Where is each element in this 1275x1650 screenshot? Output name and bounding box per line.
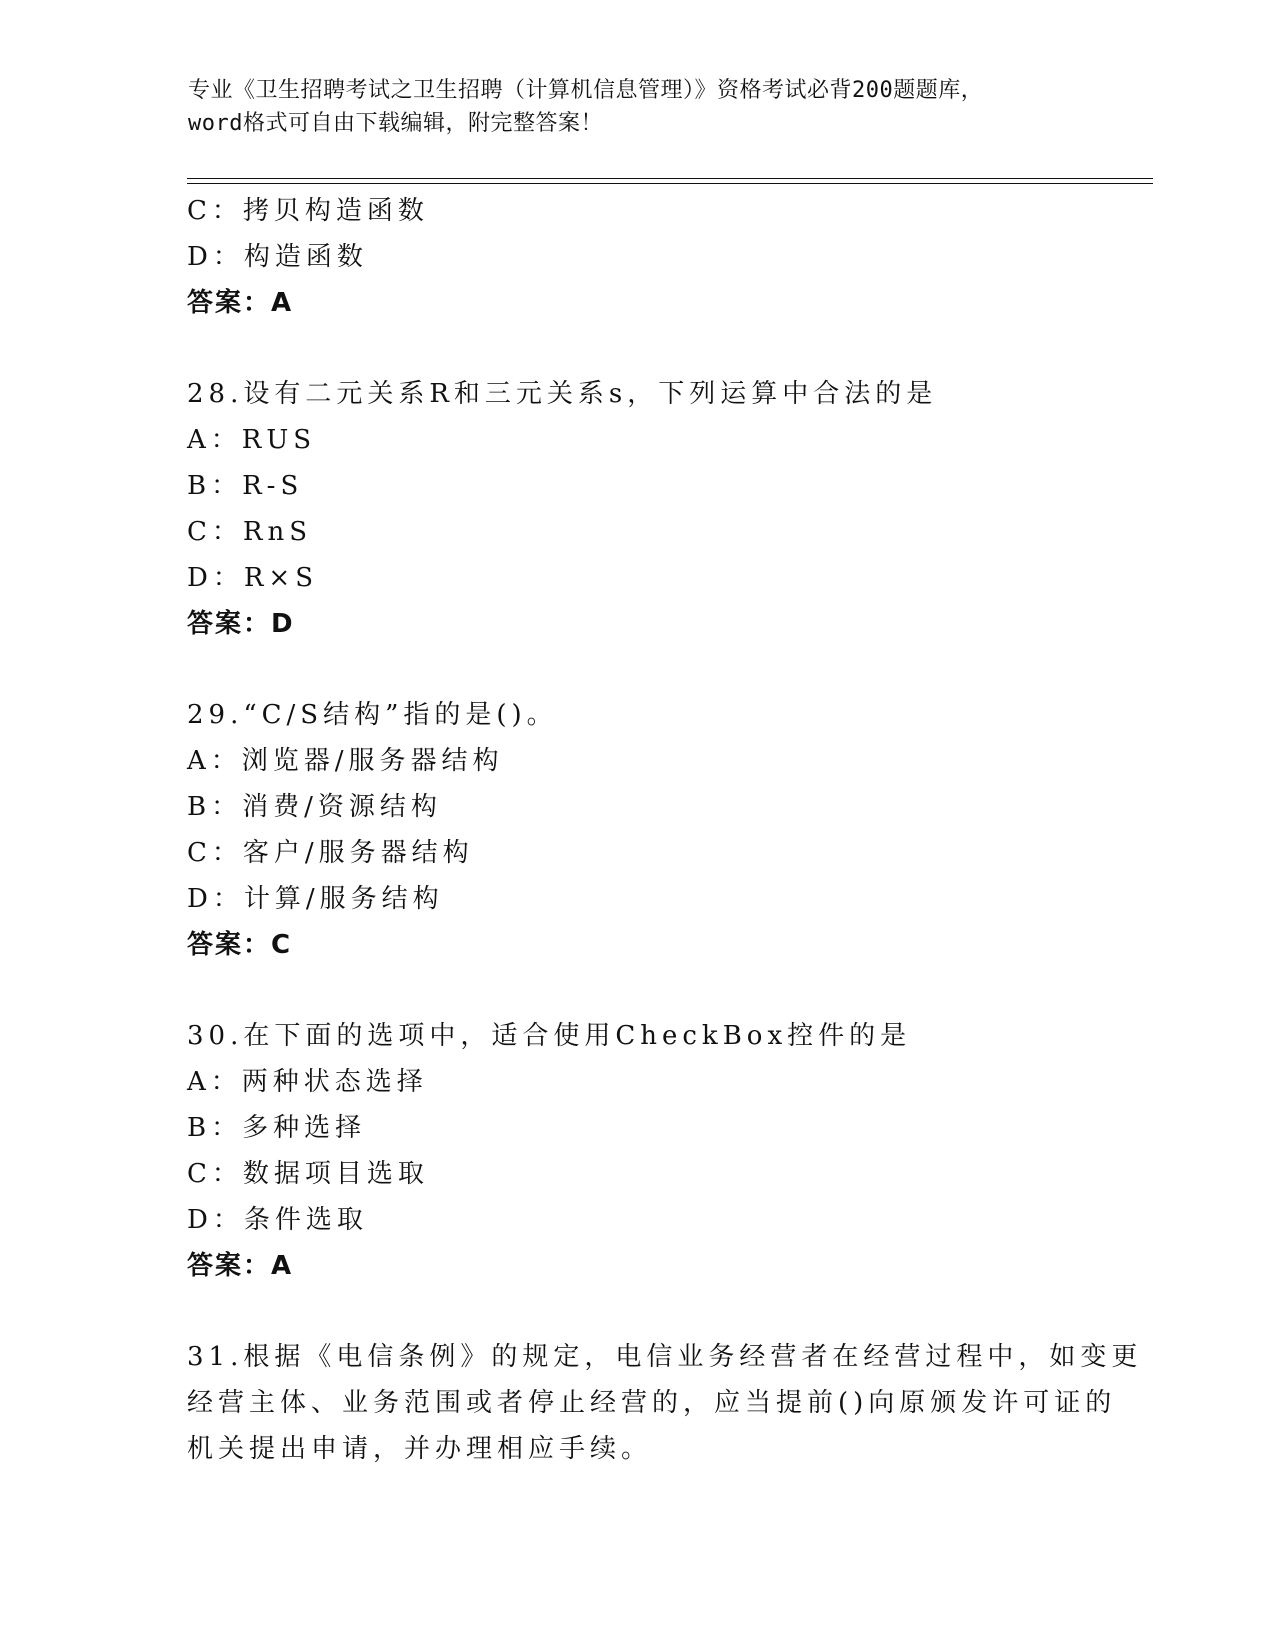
option-b: B：多种选择 <box>187 1113 367 1143</box>
page-header <box>188 74 1088 140</box>
option-d: D：计算/服务结构 <box>187 884 444 914</box>
option-c: C：客户/服务器结构 <box>187 838 474 868</box>
option-a: A：两种状态选择 <box>187 1067 428 1097</box>
question-30 <box>187 1013 1087 1289</box>
question-stem-line-1: 31.根据《电信条例》的规定，电信业务经营者在经营过程中，如变更 <box>187 1342 1143 1372</box>
answer-line: 答案：D <box>187 609 295 639</box>
option-d: D：条件选取 <box>187 1205 368 1235</box>
header-title-line-1: 专业《卫生招聘考试之卫生招聘（计算机信息管理）》资格考试必背200题题库， <box>188 78 984 103</box>
question-stem: 30.在下面的选项中，适合使用CheckBox控件的是 <box>187 1021 912 1051</box>
option-b: B：消费/资源结构 <box>187 792 442 822</box>
option-d: D：构造函数 <box>187 242 368 272</box>
header-divider-top <box>187 178 1153 179</box>
question-stem-line-2: 经营主体、业务范围或者停止经营的，应当提前()向原颁发许可证的 <box>187 1388 1117 1418</box>
question-stem: 28.设有二元关系R和三元关系s，下列运算中合法的是 <box>187 379 938 409</box>
answer-line: 答案：A <box>187 1251 294 1281</box>
answer-line: 答案：A <box>187 288 294 318</box>
option-d: D：R×S <box>187 563 319 593</box>
option-c: C：RnS <box>187 517 313 547</box>
question-31 <box>187 1334 1143 1472</box>
option-c: C：数据项目选取 <box>187 1159 429 1189</box>
question-content <box>187 188 1143 1472</box>
question-stem: 29.“C/S结构”指的是()。 <box>187 700 558 730</box>
option-c: C：拷贝构造函数 <box>187 196 429 226</box>
question-29 <box>187 692 1087 968</box>
header-divider-bottom <box>187 183 1153 184</box>
header-title-line-2: word格式可自由下载编辑，附完整答案！ <box>188 111 603 136</box>
option-a: A：RUS <box>187 425 317 455</box>
option-b: B：R-S <box>187 471 304 501</box>
question-27-continuation <box>187 188 1087 326</box>
answer-line: 答案：C <box>187 930 293 960</box>
option-a: A：浏览器/服务器结构 <box>187 746 504 776</box>
question-28 <box>187 371 1087 647</box>
question-stem-line-3: 机关提出申请，并办理相应手续。 <box>187 1434 653 1464</box>
